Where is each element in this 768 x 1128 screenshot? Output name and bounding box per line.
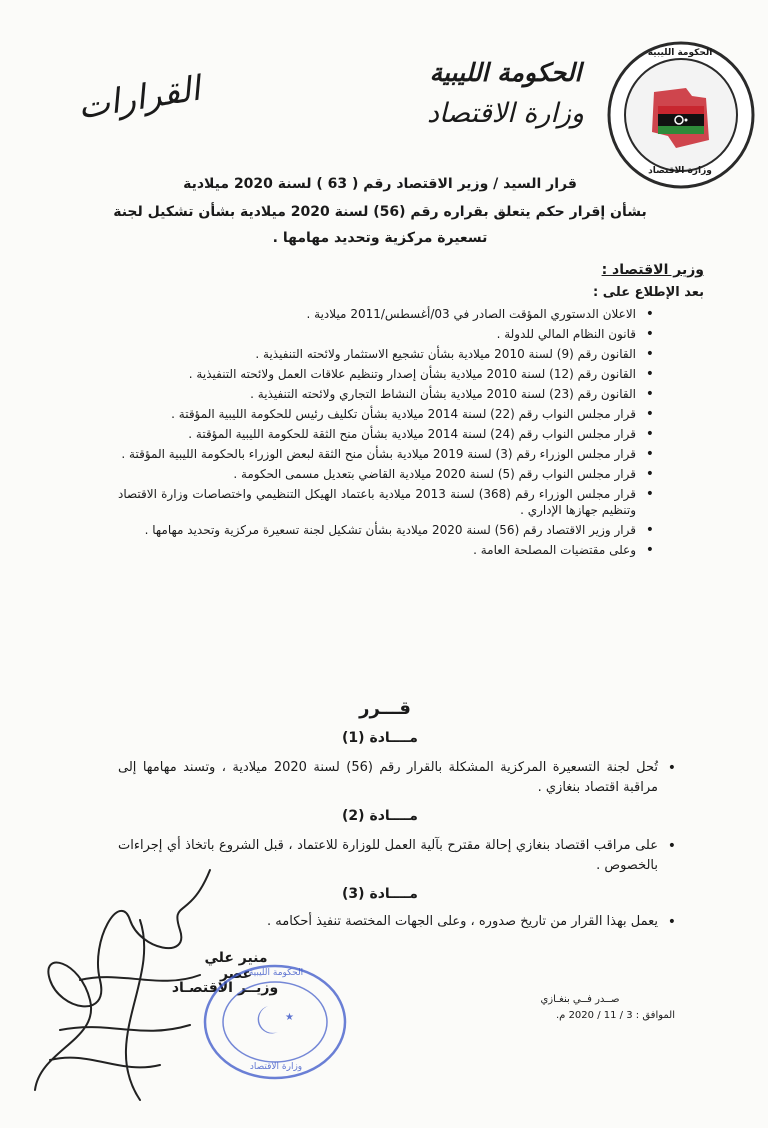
- stamp-top-text: الحكومة الليبية: [248, 968, 304, 978]
- article-2-text: • على مراقب اقتصاد بنغازي إحالة مقترح بآلية العمل للوزارة للاعتماد ، قبل الشروع باتخاذ أي إجراءات بالخصوص .: [118, 836, 676, 876]
- issued-place: صــدر فــي بنغـازي: [540, 994, 620, 1005]
- article-1-text: • تُحل لجنة التسعيرة المركزية المشكلة بالقرار رقم (56) لسنة 2020 ميلادية ، وتسند مهامها إلى مراقبة اقتصاد بنغازي .: [118, 758, 676, 798]
- handwritten-signature-icon: [20, 860, 260, 1120]
- references-list: [118, 306, 654, 558]
- after-review-heading: بعد الإطلاع على :: [593, 285, 704, 300]
- decisions-label: القرارات: [75, 68, 203, 128]
- reference-item: • قرار مجلس الوزراء رقم (368) لسنة 2013 ميلادية باعتماد الهيكل التنظيمي واختصاصات وزارة الاقتصاد وتنظيم جهازها الإداري .: [118, 486, 654, 518]
- ministry-name: وزارة الاقتصاد: [427, 98, 584, 129]
- decides-heading: قـــرر: [359, 698, 411, 719]
- government-name: الحكومة الليبية: [429, 58, 582, 87]
- emblem-bottom-text: وزارة الاقتصاد: [648, 166, 712, 176]
- reference-item: • قرار مجلس النواب رقم (24) لسنة 2014 ميلادية بشأن منح الثقة للحكومة الليبية المؤقتة .: [118, 426, 654, 442]
- reference-item: • القانون رقم (12) لسنة 2010 ميلادية بشأن إصدار وتنظيم علاقات العمل ولائحته التنفيذية .: [118, 366, 654, 382]
- article-3-text: • يعمل بهذا القرار من تاريخ صدوره ، وعلى الجهات المختصة تنفيذ أحكامه .: [118, 912, 676, 932]
- decision-subject-line-2: تسعيرة مركزية وتحديد مهامها .: [272, 230, 488, 246]
- reference-item: • قانون النظام المالي للدولة .: [118, 326, 654, 342]
- article-3-heading: مــــادة (3): [342, 886, 418, 902]
- reference-item: • قرار مجلس الوزراء رقم (3) لسنة 2019 ميلادية بشأن منح الثقة لبعض الوزراء بالحكومة الليبية المؤقتة .: [118, 446, 654, 462]
- decision-subject-line-1: بشأن إقرار حكم يتعلق بقراره رقم (56) لسنة 2020 ميلادية بشأن تشكيل لجنة: [113, 204, 647, 220]
- article-1-heading: مــــادة (1): [342, 730, 418, 746]
- decision-title: قرار السيد / وزير الاقتصاد رقم ( 63 ) لسنة 2020 ميلادية: [183, 176, 577, 192]
- issued-date: الموافق : 3 / 11 / 2020 م.: [556, 1010, 675, 1021]
- signatory-title: وزيــر الاقتصـاد: [171, 980, 279, 996]
- reference-item: • قرار وزير الاقتصاد رقم (56) لسنة 2020 ميلادية بشأن تشكيل لجنة تسعيرة مركزية وتحديد مهامها .: [118, 522, 654, 538]
- emblem-top-text: الحكومة الليبية: [647, 48, 713, 58]
- minister-heading: وزير الاقتصاد :: [601, 262, 704, 278]
- reference-item: • القانون رقم (9) لسنة 2010 ميلادية بشأن تشجيع الاستثمار ولائحته التنفيذية .: [118, 346, 654, 362]
- reference-item: • قرار مجلس النواب رقم (5) لسنة 2020 ميلادية القاضي بتعديل مسمى الحكومة .: [118, 466, 654, 482]
- reference-item: • القانون رقم (23) لسنة 2010 ميلادية بشأن النشاط التجاري ولائحته التنفيذية .: [118, 386, 654, 402]
- stamp-bottom-text: وزارة الاقتصاد: [249, 1062, 303, 1072]
- reference-item: • وعلى مقتضيات المصلحة العامة .: [118, 542, 654, 558]
- svg-text:★: ★: [285, 1012, 294, 1023]
- signatory-name: منير علي عصر: [204, 950, 268, 982]
- reference-item: • الاعلان الدستوري المؤقت الصادر في 03/أغسطس/2011 ميلادية .: [118, 306, 654, 322]
- article-2-heading: مــــادة (2): [342, 808, 418, 824]
- reference-item: • قرار مجلس النواب رقم (22) لسنة 2014 ميلادية بشأن تكليف رئيس للحكومة الليبية المؤقتة .: [118, 406, 654, 422]
